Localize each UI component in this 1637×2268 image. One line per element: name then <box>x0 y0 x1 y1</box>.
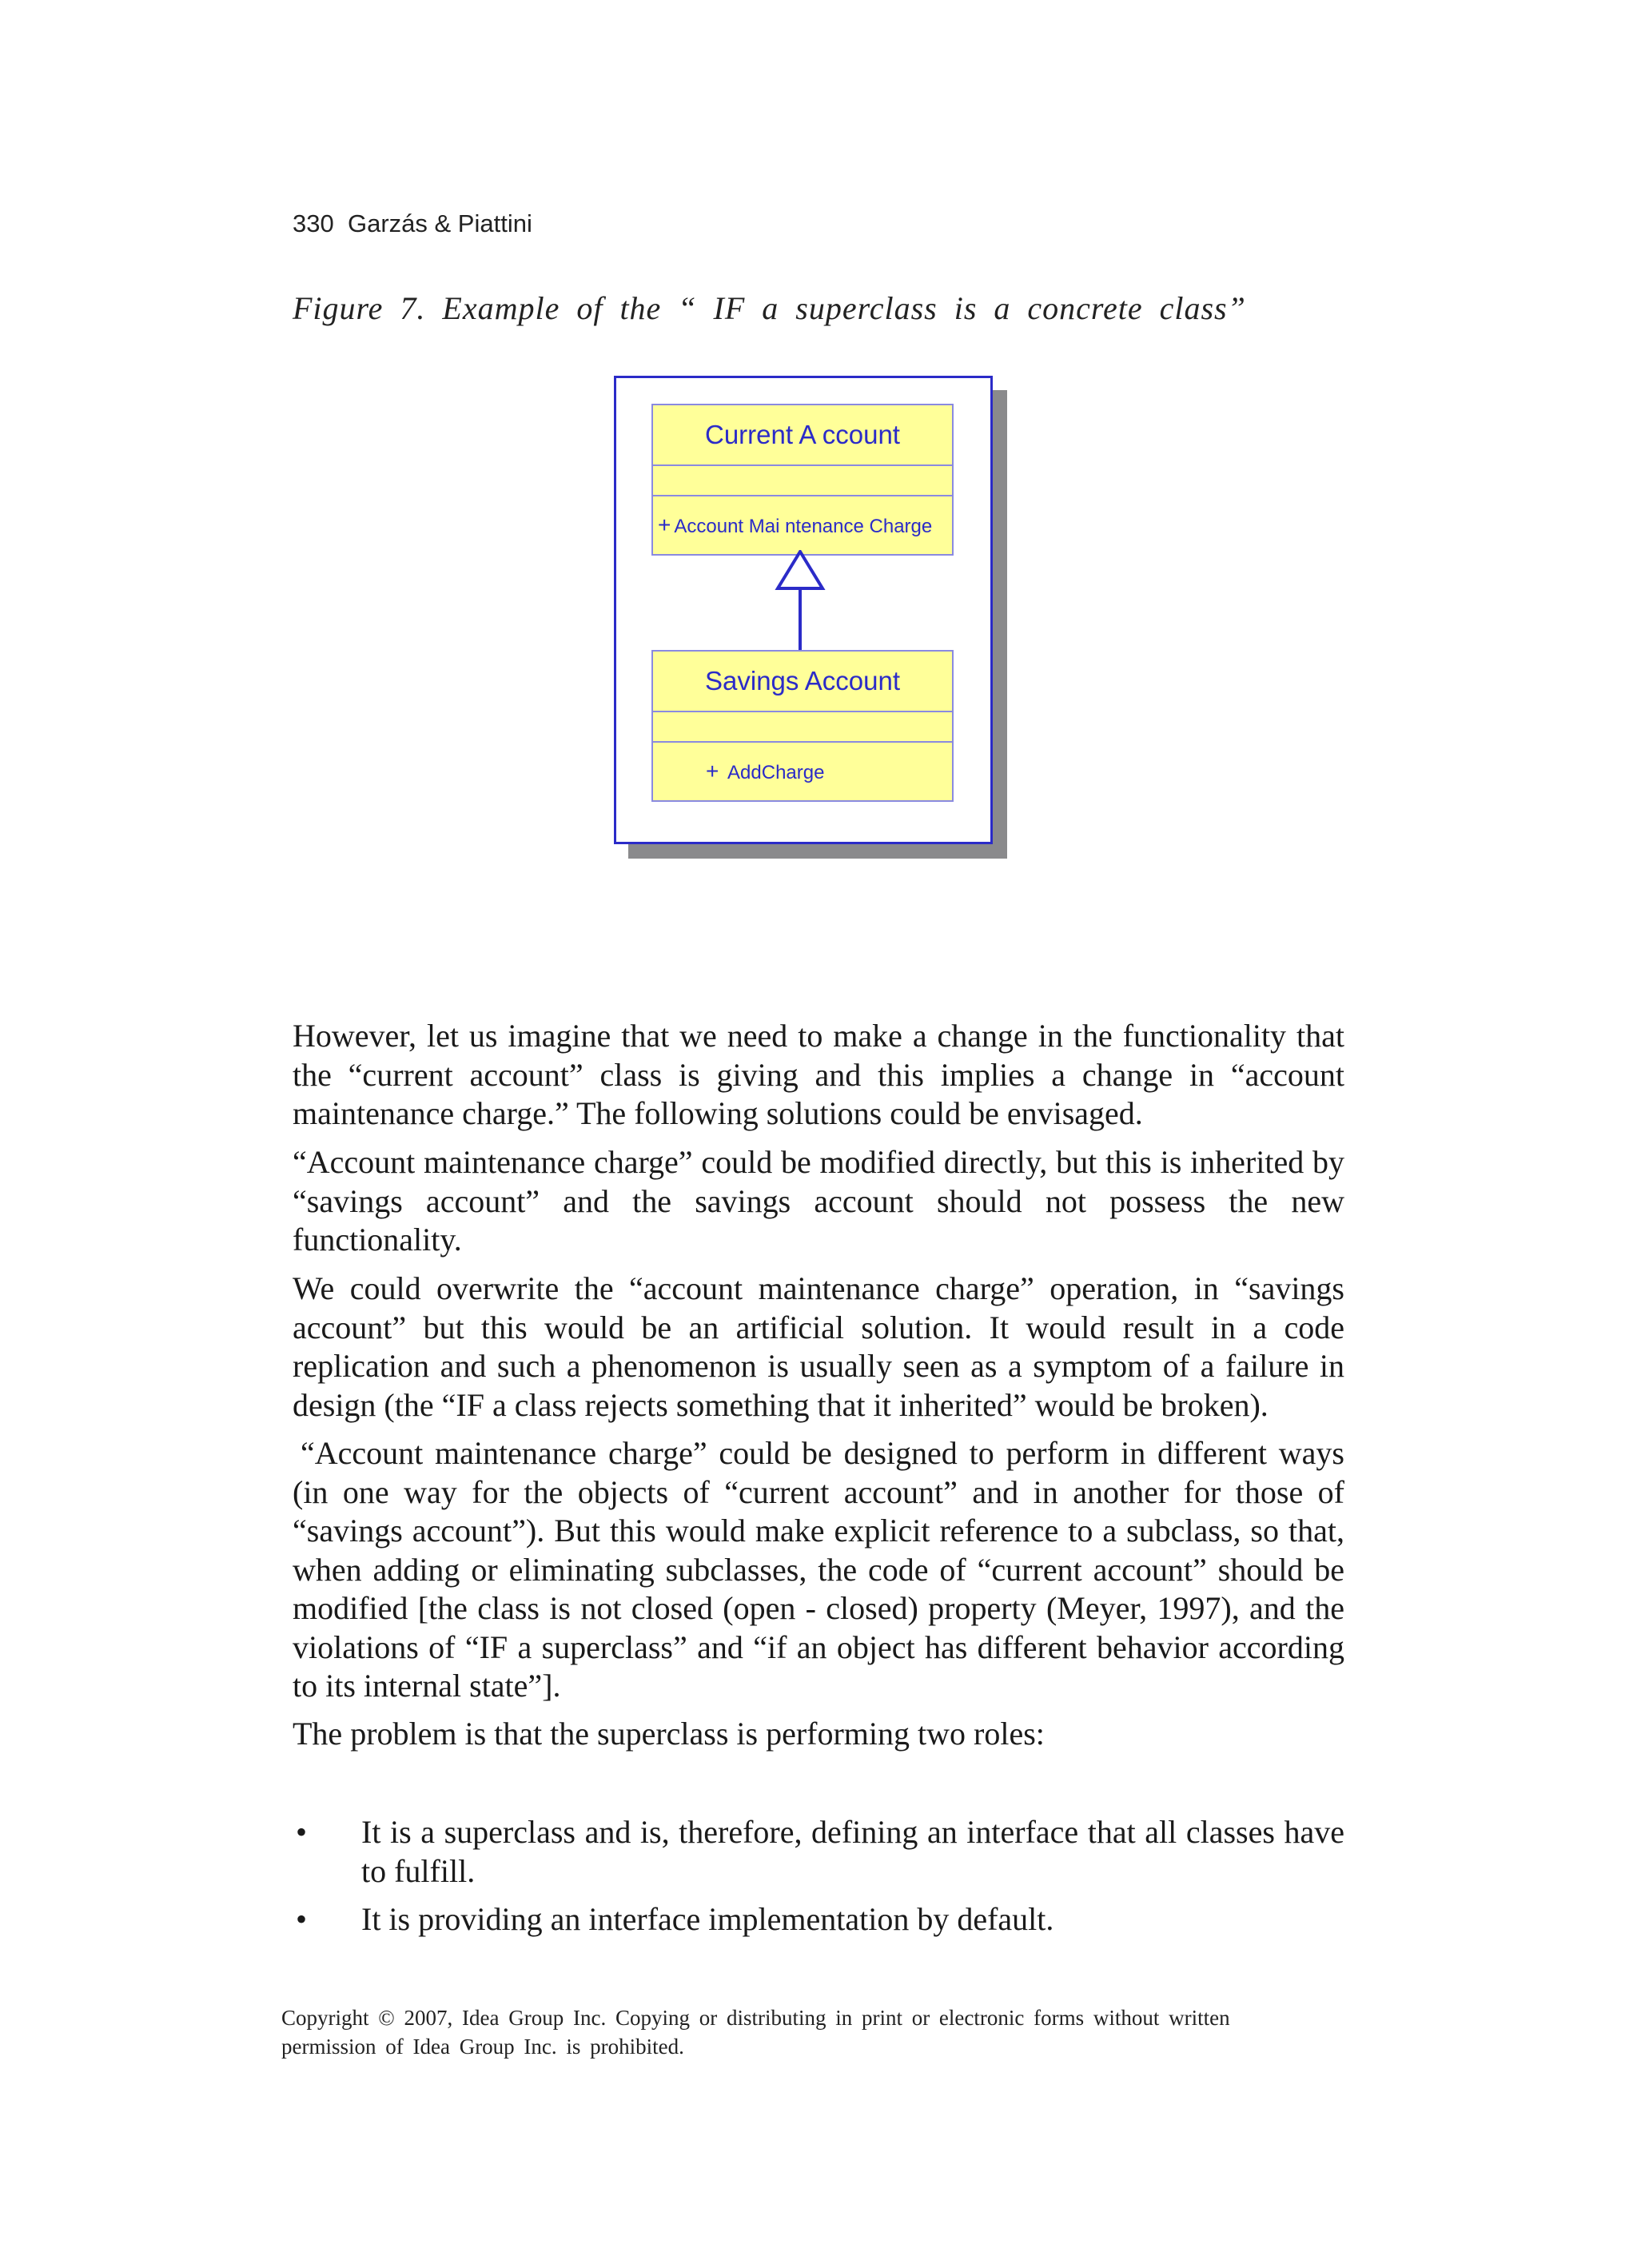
page-number: 330 <box>293 209 334 237</box>
paragraph-text: “Account maintenance charge” could be modified directly, but this is inherited by “savings account” and the savings account should not possess the new functionality. <box>293 1144 1344 1258</box>
uml-diagram-frame <box>614 376 993 844</box>
bullet-list <box>293 1813 1344 1949</box>
running-header <box>293 209 532 238</box>
body-paragraph-1 <box>293 1017 1344 1134</box>
body-paragraph-5 <box>293 1715 1344 1754</box>
uml-attributes-compartment <box>653 712 952 743</box>
body-paragraph-3 <box>293 1270 1344 1425</box>
paragraph-text: We could overwrite the “account maintenance charge” operation, in “savings account” but this would be an artificial solution. It would result in a code replication and such a phenomenon is usually seen as a symptom of a failure in design (the “IF a class rejects something that it inherited” would be broken). <box>293 1270 1344 1423</box>
body-paragraph-4 <box>293 1434 1344 1706</box>
uml-operations-compartment <box>653 743 952 800</box>
list-item-text: It is providing an interface implementation by default. <box>361 1901 1054 1937</box>
uml-attributes-compartment <box>653 466 952 496</box>
body-paragraph-2 <box>293 1143 1344 1260</box>
paragraph-text: However, let us imagine that we need to make a change in the functionality that the “current account” class is giving and this implies a change in “account maintenance charge.” The following solutions could be envisaged. <box>293 1018 1344 1131</box>
copyright-line-1: Copyright © 2007, Idea Group Inc. Copying or distributing in print or electronic forms without written <box>281 2006 1230 2030</box>
uml-class-savings-account <box>651 650 954 802</box>
public-marker: + <box>658 512 671 537</box>
copyright-notice <box>281 2003 1320 2061</box>
uml-operation: Account Mai ntenance Charge <box>674 516 933 537</box>
header-authors: Garzás & Piattini <box>347 209 532 237</box>
bullet-icon: • <box>296 1814 308 1850</box>
list-item <box>293 1900 1344 1939</box>
copyright-line-2: permission of Idea Group Inc. is prohibited. <box>281 2035 684 2059</box>
figure-caption: Figure 7. Example of the “ IF a superclass is a concrete class” <box>293 290 1246 326</box>
list-item <box>293 1813 1344 1891</box>
list-item-text: It is a superclass and is, therefore, defining an interface that all classes have to fulfill. <box>361 1814 1344 1889</box>
paragraph-text: The problem is that the superclass is performing two roles: <box>293 1716 1045 1752</box>
public-marker: + <box>706 759 719 783</box>
uml-class-name: Savings Account <box>653 652 952 712</box>
bullet-icon: • <box>296 1901 308 1937</box>
uml-class-current-account <box>651 404 954 556</box>
uml-operations-compartment <box>653 496 952 554</box>
uml-class-name: Current A ccount <box>653 405 952 466</box>
inheritance-arrow <box>736 550 864 654</box>
uml-operation: AddCharge <box>727 762 825 783</box>
generalization-arrowhead-icon <box>778 552 822 588</box>
paragraph-text: “Account maintenance charge” could be designed to perform in different ways (in one way for the objects of “current account” and in another for those of “savings account”). But this would make explicit reference to a subclass, so that, when adding or eliminating subclasses, the code of “current account” should be modified [the class is not closed (open - closed) property (Meyer, 1997), and the violations of “IF a superclass” and “if an object has different behavior according to its internal state”]. <box>293 1435 1344 1704</box>
